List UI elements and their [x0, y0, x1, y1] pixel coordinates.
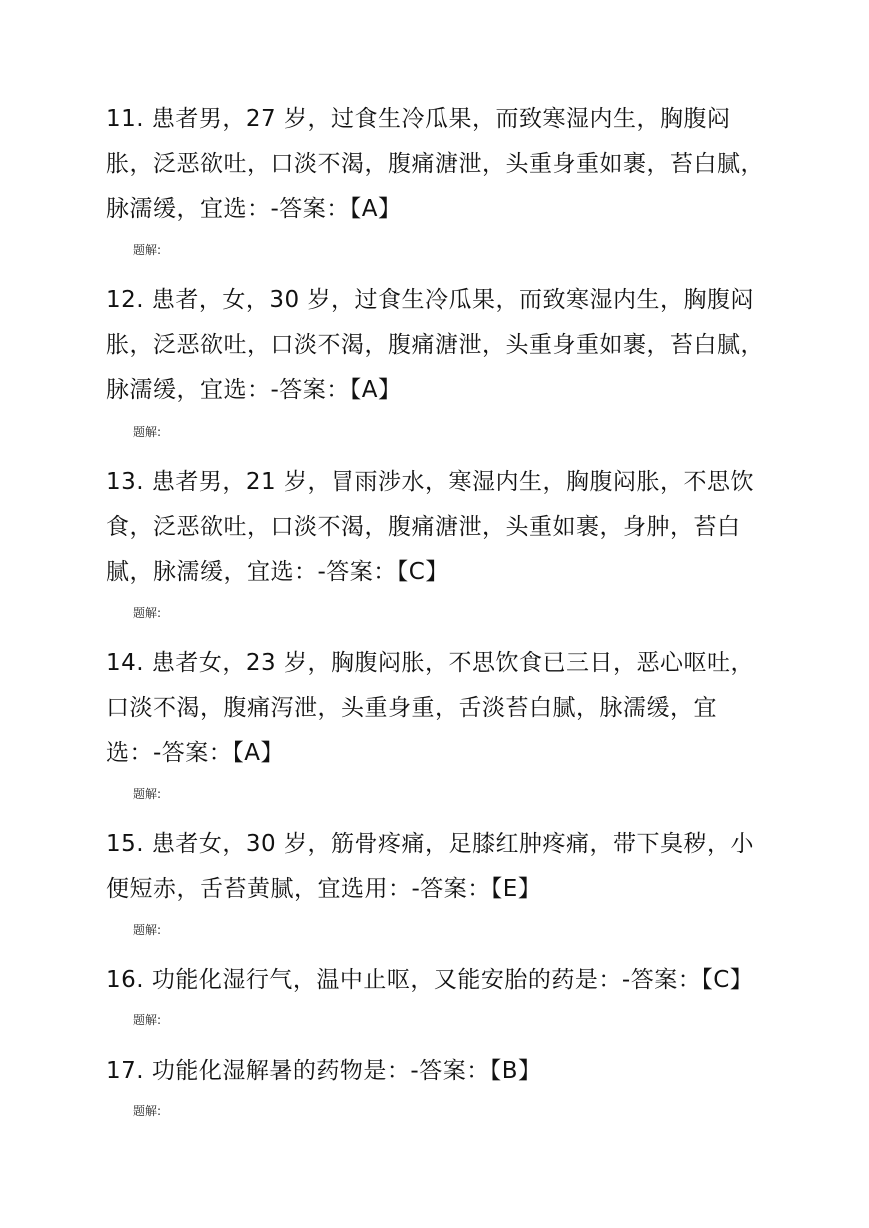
question-14: 14. 患者女，23 岁，胸腹闷胀，不思饮食已三日，恶心呕吐，口淡不渴，腹痛泻泄，头重身重，舌淡苔白腻，脉濡缓，宜选：-答案：【A】 [106, 650, 754, 766]
explanation-label-16: 题解: [133, 1013, 162, 1027]
explanation-label-15: 题解: [133, 923, 162, 937]
explanation-label-13: 题解: [133, 606, 162, 620]
explanation-label-11: 题解: [133, 243, 162, 257]
question-11: 11. 患者男，27 岁，过食生冷瓜果，而致寒湿内生，胸腹闷胀，泛恶欲吐，口淡不渴，腹痛溏泄，头重身重如裹，苔白腻，脉濡缓，宜选：-答案：【A】 [106, 106, 764, 222]
explanation-label-14: 题解: [133, 787, 162, 801]
question-17: 17. 功能化湿解暑的药物是：-答案：【B】 [106, 1058, 542, 1084]
explanation-label-17: 题解: [133, 1104, 162, 1118]
question-12: 12. 患者，女，30 岁，过食生冷瓜果，而致寒湿内生，胸腹闷胀，泛恶欲吐，口淡不渴，腹痛溏泄，头重身重如裹，苔白腻，脉濡缓，宜选：-答案：【A】 [106, 287, 764, 403]
question-15: 15. 患者女，30 岁，筋骨疼痛，足膝红肿疼痛，带下臭秽，小便短赤，舌苔黄腻，宜选用：-答案：【E】 [106, 831, 754, 902]
question-16: 16. 功能化湿行气，温中止呕，又能安胎的药是：-答案：【C】 [106, 967, 754, 993]
explanation-label-12: 题解: [133, 425, 162, 439]
question-13: 13. 患者男，21 岁，冒雨涉水，寒湿内生，胸腹闷胀，不思饮食，泛恶欲吐，口淡不渴，腹痛溏泄，头重如裹，身肿，苔白腻，脉濡缓，宜选：-答案：【C】 [106, 469, 754, 585]
